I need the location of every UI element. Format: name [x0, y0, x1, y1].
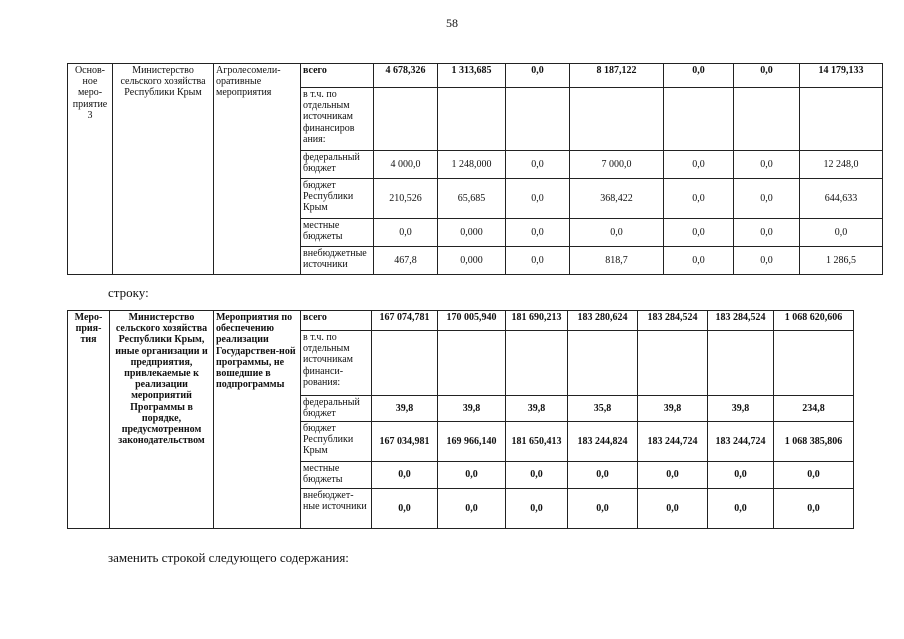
value-cell [374, 88, 438, 151]
value-cell: 183 284,524 [638, 311, 708, 331]
value-cell: 0,0 [734, 179, 800, 219]
value-cell: 0,0 [664, 151, 734, 179]
value-cell: 0,0 [734, 151, 800, 179]
value-cell: 0,0 [570, 219, 664, 247]
value-cell: 0,0 [664, 219, 734, 247]
executor-cell: Министерство сельского хозяйства Республики Крым [113, 64, 214, 275]
value-cell: 167 074,781 [372, 311, 438, 331]
between-text: строку: [108, 285, 149, 300]
table-row [68, 64, 883, 88]
value-cell: 0,0 [774, 489, 854, 529]
value-cell: 4 678,326 [374, 64, 438, 88]
value-cell: 12 248,0 [800, 151, 883, 179]
value-cell: 4 000,0 [374, 151, 438, 179]
value-cell: 39,8 [506, 396, 568, 422]
value-cell: 7 000,0 [570, 151, 664, 179]
source-label: всего [301, 64, 374, 88]
value-cell: 0,0 [664, 64, 734, 88]
value-cell: 210,526 [374, 179, 438, 219]
value-cell: 0,000 [438, 247, 506, 275]
value-cell [438, 88, 506, 151]
value-cell: 234,8 [774, 396, 854, 422]
value-cell: 181 650,413 [506, 422, 568, 462]
value-cell: 0,0 [506, 489, 568, 529]
value-cell: 183 284,524 [708, 311, 774, 331]
value-cell: 181 690,213 [506, 311, 568, 331]
value-cell: 39,8 [708, 396, 774, 422]
value-cell: 0,0 [638, 462, 708, 489]
value-cell: 644,633 [800, 179, 883, 219]
value-cell: 167 034,981 [372, 422, 438, 462]
source-label: местные бюджеты [301, 219, 374, 247]
source-label: федеральный бюджет [301, 151, 374, 179]
executor-cell: Министерство сельского хозяйства Республики Крым, иные организации и предприятия, привлекаемые к реализации мероприятий Программы в порядке, предусмотренном законодательством [110, 311, 214, 529]
funding-table-2 [67, 310, 854, 529]
page-number: 58 [446, 16, 458, 30]
source-label: бюджет Республики Крым [301, 179, 374, 219]
value-cell: 1 068 385,806 [774, 422, 854, 462]
value-cell: 0,0 [372, 462, 438, 489]
value-cell [638, 331, 708, 396]
value-cell: 0,0 [506, 247, 570, 275]
value-cell: 183 244,724 [638, 422, 708, 462]
value-cell: 0,0 [800, 219, 883, 247]
funding-table-1 [67, 63, 883, 275]
value-cell: 183 244,824 [568, 422, 638, 462]
event-cell: Основ-ное меро-приятие 3 [68, 64, 113, 275]
value-cell: 39,8 [638, 396, 708, 422]
source-label: федеральный бюджет [301, 396, 372, 422]
value-cell [708, 331, 774, 396]
value-cell: 169 966,140 [438, 422, 506, 462]
source-label: местные бюджеты [301, 462, 372, 489]
source-label: бюджет Республики Крым [301, 422, 372, 462]
value-cell: 818,7 [570, 247, 664, 275]
source-label: внебюджетные источники [301, 247, 374, 275]
value-cell: 1 248,000 [438, 151, 506, 179]
value-cell: 1 068 620,606 [774, 311, 854, 331]
value-cell [800, 88, 883, 151]
value-cell: 0,0 [638, 489, 708, 529]
value-cell [734, 88, 800, 151]
value-cell: 0,0 [568, 489, 638, 529]
value-cell: 0,0 [708, 462, 774, 489]
value-cell: 0,0 [506, 64, 570, 88]
table-row [68, 311, 854, 331]
value-cell: 170 005,940 [438, 311, 506, 331]
value-cell: 39,8 [372, 396, 438, 422]
value-cell: 1 286,5 [800, 247, 883, 275]
value-cell: 0,0 [708, 489, 774, 529]
name-cell: Мероприятия по обеспечению реализации Государствен-ной программы, не вошедшие в подпрограммы [214, 311, 301, 529]
value-cell: 0,0 [506, 219, 570, 247]
value-cell: 368,422 [570, 179, 664, 219]
value-cell: 8 187,122 [570, 64, 664, 88]
value-cell: 0,0 [374, 219, 438, 247]
value-cell: 183 280,624 [568, 311, 638, 331]
value-cell [664, 88, 734, 151]
value-cell: 0,0 [664, 179, 734, 219]
value-cell [372, 331, 438, 396]
value-cell: 0,0 [734, 247, 800, 275]
value-cell: 0,0 [506, 179, 570, 219]
value-cell: 1 313,685 [438, 64, 506, 88]
value-cell [774, 331, 854, 396]
footer-text: заменить строкой следующего содержания: [108, 550, 349, 565]
value-cell: 0,0 [664, 247, 734, 275]
value-cell: 0,0 [438, 462, 506, 489]
source-label: в т.ч. по отдельным источникам финанси-рования: [301, 331, 372, 396]
value-cell: 183 244,724 [708, 422, 774, 462]
value-cell [506, 331, 568, 396]
event-cell: Меро-прия-тия [68, 311, 110, 529]
source-label: внебюджет-ные источники [301, 489, 372, 529]
value-cell: 0,0 [774, 462, 854, 489]
value-cell: 0,0 [506, 151, 570, 179]
value-cell: 35,8 [568, 396, 638, 422]
value-cell: 0,000 [438, 219, 506, 247]
value-cell: 65,685 [438, 179, 506, 219]
value-cell: 0,0 [506, 462, 568, 489]
value-cell: 14 179,133 [800, 64, 883, 88]
value-cell [568, 331, 638, 396]
source-label: всего [301, 311, 372, 331]
value-cell: 0,0 [438, 489, 506, 529]
value-cell: 0,0 [734, 64, 800, 88]
value-cell: 0,0 [372, 489, 438, 529]
name-cell: Агролесомели-оративные мероприятия [214, 64, 301, 275]
value-cell: 39,8 [438, 396, 506, 422]
value-cell [506, 88, 570, 151]
value-cell: 0,0 [568, 462, 638, 489]
value-cell: 0,0 [734, 219, 800, 247]
value-cell: 467,8 [374, 247, 438, 275]
value-cell [438, 331, 506, 396]
source-label: в т.ч. по отдельным источникам финансиров ания: [301, 88, 374, 151]
value-cell [570, 88, 664, 151]
